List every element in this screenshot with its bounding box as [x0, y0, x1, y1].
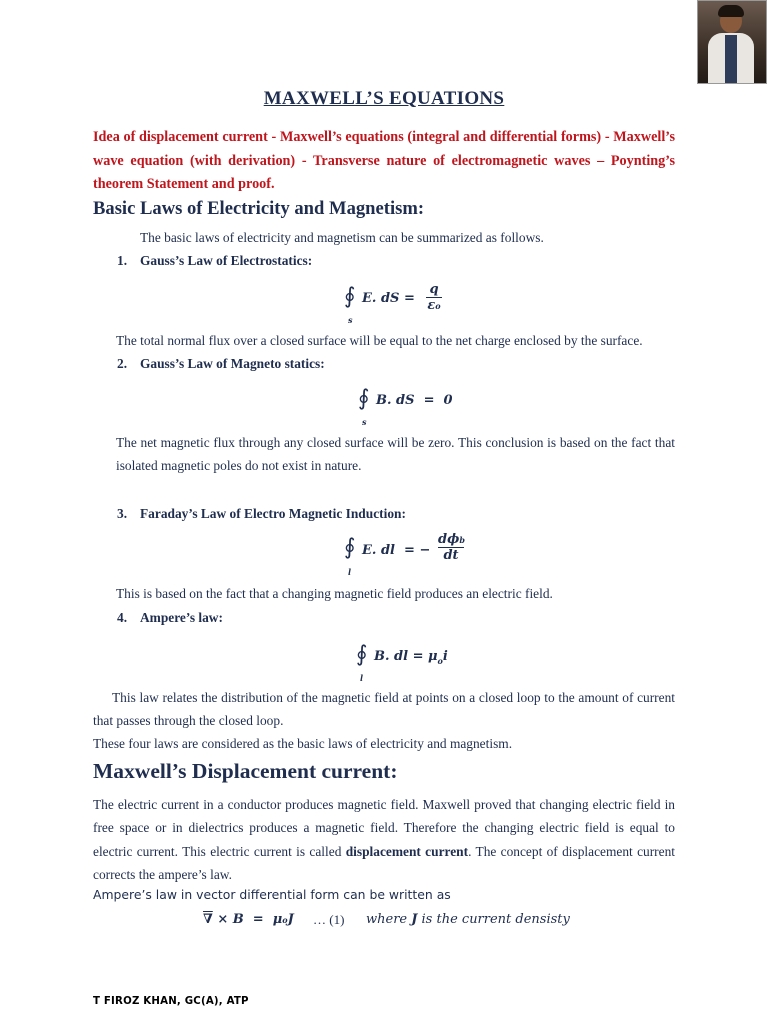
- law-3-description: This is based on the fact that a changing magnetic field produces an electric field.: [116, 586, 553, 601]
- law-2-equation: ∮ s B. dS = 0: [358, 386, 453, 427]
- law-1-description: The total normal flux over a closed surface will be equal to the net charge enclosed by the surface.: [116, 333, 643, 348]
- law-4-title: [117, 610, 223, 626]
- law-1-label: Gauss’s Law of Electrostatics:: [140, 253, 313, 268]
- law-1-equation: ∮ s E. dS = q εo: [344, 282, 441, 325]
- law-4-equation: ∮ l B. dl = $\mu_oi$: [356, 642, 448, 683]
- law-2-label: Gauss’s Law of Magneto statics:: [140, 356, 325, 371]
- vector-form-text: Ampere’s law in vector differential form can be written as: [93, 887, 451, 902]
- intro-text: The basic laws of electricity and magnetism can be summarized as follows.: [140, 230, 544, 245]
- law-2-description: The net magnetic flux through any closed surface will be zero. This conclusion is based on the fact that isolated magnetic poles do not exist in nature.: [116, 435, 675, 474]
- law-3-label: Faraday’s Law of Electro Magnetic Induction:: [140, 506, 406, 521]
- equation-ref-1: … (1): [313, 912, 345, 927]
- closing-text: These four laws are considered as the basic laws of electricity and magnetism.: [93, 736, 513, 751]
- section-heading-basic-laws: Basic Laws of Electricity and Magnetism:: [93, 198, 425, 219]
- displacement-paragraph: The electric current in a conductor produces magnetic field. Maxwell proved that changing electric field in free space or in dielectrics produces a magnetic field. Therefore the changing electric field is equal to electric current. This electric current is called displacement current. The concept of displacement current corrects the ampere’s law.: [93, 797, 675, 882]
- author-photo: [697, 0, 767, 84]
- page-title: MAXWELL’S EQUATIONS: [263, 88, 505, 109]
- law-3-title: [117, 506, 406, 522]
- law-1-number: 1.: [117, 253, 128, 268]
- displacement-current-term: displacement current: [345, 843, 469, 859]
- ampere-vector-equation: ∇ × B = μoJ: [203, 912, 294, 927]
- law-3-equation: ∮ l E. dl = − dϕb dt: [344, 532, 465, 577]
- section-heading-displacement-current: Maxwell’s Displacement current:: [93, 759, 398, 783]
- syllabus-text: Idea of displacement current - Maxwell’s equations (integral and differential forms) - Maxwell’s wave equation (with derivation) - Transverse nature of electromagnetic waves – Poynting’s theorem Statement and proof.: [93, 129, 675, 192]
- law-4-description: This law relates the distribution of the magnetic field at points on a closed loop to the amount of current that passes through the closed loop.: [93, 690, 675, 729]
- law-3-number: 3.: [117, 506, 128, 521]
- current-density-note: where J is the current densisty: [366, 912, 570, 927]
- law-4-label: Ampere’s law:: [140, 610, 223, 625]
- law-2-number: 2.: [117, 356, 128, 371]
- author-footer: T FIROZ KHAN, GC(A), ATP: [93, 996, 249, 1007]
- law-2-title: [117, 356, 325, 372]
- law-4-number: 4.: [117, 610, 128, 625]
- law-1-title: [117, 253, 312, 269]
